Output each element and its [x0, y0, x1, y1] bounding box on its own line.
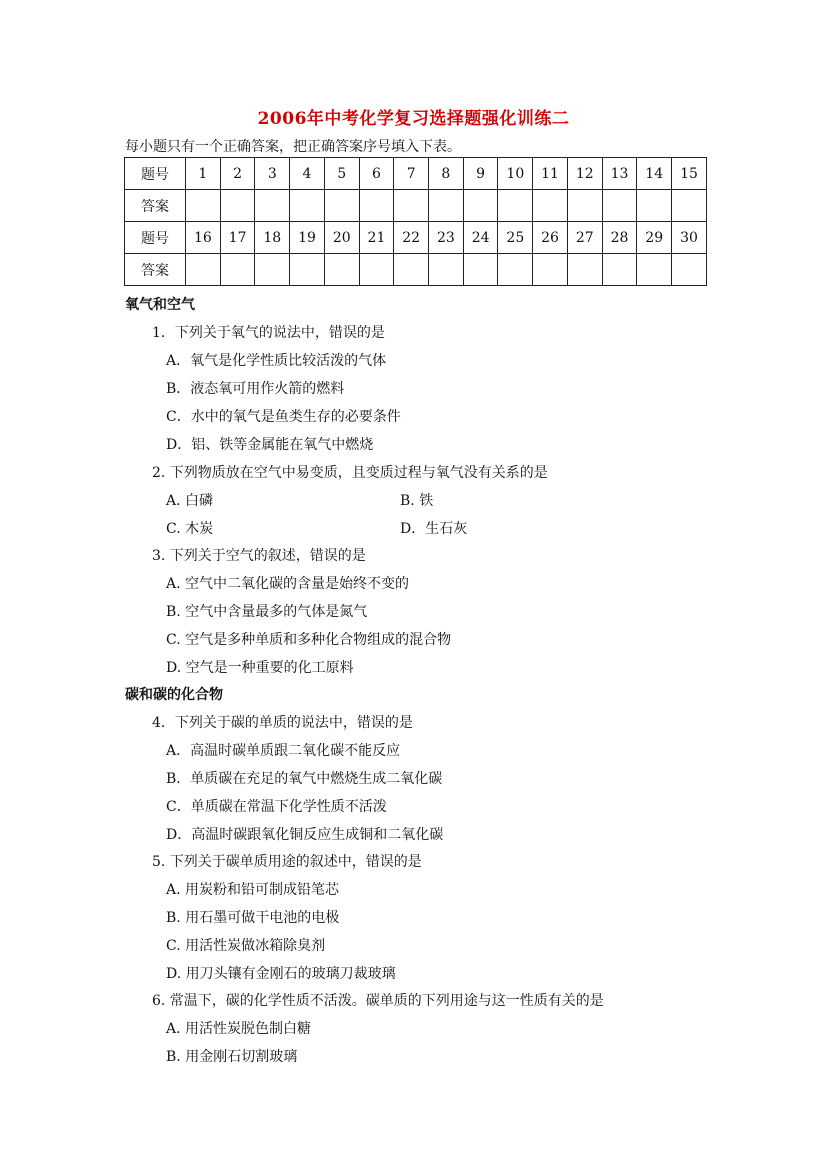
option: C. 用活性炭做冰箱除臭剂 [166, 938, 326, 954]
question-number: 19 [290, 222, 325, 254]
question-number: 30 [672, 222, 707, 254]
option: B．液态氧可用作火箭的燃料 [166, 381, 345, 397]
option: D. 用刀头镶有金刚石的玻璃刀裁玻璃 [166, 966, 396, 982]
question-stem: 4．下列关于碳的单质的说法中，错误的是 [152, 715, 413, 731]
question-number: 9 [463, 158, 498, 190]
number-row-2 [125, 222, 707, 254]
option: C. 空气是多种单质和多种化合物组成的混合物 [166, 632, 452, 648]
answer-cell[interactable] [637, 190, 672, 222]
question-number: 8 [429, 158, 464, 190]
answer-cell[interactable] [220, 254, 255, 286]
option: C．单质碳在常温下化学性质不活泼 [166, 799, 387, 815]
answer-cell[interactable] [255, 190, 290, 222]
option: B. 空气中含量最多的气体是氮气 [166, 604, 368, 620]
answer-cell[interactable] [533, 254, 568, 286]
option: B. 用石墨可做干电池的电极 [166, 910, 340, 926]
answer-cell[interactable] [186, 254, 221, 286]
answer-cell[interactable] [186, 190, 221, 222]
question-number: 13 [602, 158, 637, 190]
question-number: 27 [567, 222, 602, 254]
answer-table [124, 157, 707, 286]
row-label: 答案 [125, 254, 186, 286]
question-stem: 3. 下列关于空气的叙述，错误的是 [152, 548, 366, 564]
question-number: 7 [394, 158, 429, 190]
option: B. 铁 [400, 493, 434, 509]
answer-cell[interactable] [220, 190, 255, 222]
section-heading: 碳和碳的化合物 [125, 687, 223, 703]
option: D．生石灰 [400, 521, 468, 537]
answer-cell[interactable] [498, 254, 533, 286]
question-number: 11 [533, 158, 568, 190]
question-number: 29 [637, 222, 672, 254]
question-number: 6 [359, 158, 394, 190]
question-number: 18 [255, 222, 290, 254]
answer-cell[interactable] [602, 254, 637, 286]
answer-cell[interactable] [463, 254, 498, 286]
question-number: 14 [637, 158, 672, 190]
section-heading: 氧气和空气 [125, 297, 195, 313]
row-label: 题号 [125, 158, 186, 190]
option: C. 木炭 [166, 521, 214, 537]
question-number: 10 [498, 158, 533, 190]
answer-row-1 [125, 190, 707, 222]
answer-cell[interactable] [463, 190, 498, 222]
answer-cell[interactable] [672, 254, 707, 286]
document-title: 2006年中考化学复习选择题强化训练二 [257, 109, 570, 129]
option: A. 白磷 [166, 493, 214, 509]
option: D．高温时碳跟氧化铜反应生成铜和二氧化碳 [166, 827, 444, 843]
answer-cell[interactable] [602, 190, 637, 222]
question-number: 20 [324, 222, 359, 254]
answer-cell[interactable] [637, 254, 672, 286]
question-number: 28 [602, 222, 637, 254]
answer-cell[interactable] [429, 190, 464, 222]
option: A．氧气是化学性质比较活泼的气体 [166, 353, 387, 369]
question-stem: 5. 下列关于碳单质用途的叙述中，错误的是 [152, 854, 422, 870]
question-number: 12 [567, 158, 602, 190]
question-number: 17 [220, 222, 255, 254]
answer-cell[interactable] [255, 254, 290, 286]
answer-cell[interactable] [290, 254, 325, 286]
number-row-1 [125, 158, 707, 190]
option: B. 用金刚石切割玻璃 [166, 1049, 298, 1065]
option: A. 空气中二氧化碳的含量是始终不变的 [166, 576, 410, 592]
question-number: 21 [359, 222, 394, 254]
question-number: 23 [429, 222, 464, 254]
question-number: 26 [533, 222, 568, 254]
option: C．水中的氧气是鱼类生存的必要条件 [166, 409, 401, 425]
option: D. 空气是一种重要的化工原料 [166, 660, 354, 676]
answer-cell[interactable] [324, 254, 359, 286]
answer-cell[interactable] [567, 190, 602, 222]
answer-cell[interactable] [672, 190, 707, 222]
answer-cell[interactable] [394, 254, 429, 286]
instruction-text: 每小题只有一个正确答案，把正确答案序号填入下表。 [125, 139, 461, 155]
answer-cell[interactable] [567, 254, 602, 286]
question-number: 16 [186, 222, 221, 254]
option: A. 用炭粉和铅可制成铅笔芯 [166, 882, 340, 898]
answer-cell[interactable] [359, 190, 394, 222]
question-number: 4 [290, 158, 325, 190]
answer-cell[interactable] [429, 254, 464, 286]
option: A. 用活性炭脱色制白糖 [166, 1021, 312, 1037]
option: A．高温时碳单质跟二氧化碳不能反应 [166, 743, 401, 759]
answer-cell[interactable] [290, 190, 325, 222]
question-stem: 2. 下列物质放在空气中易变质，且变质过程与氧气没有关系的是 [152, 465, 548, 481]
answer-cell[interactable] [359, 254, 394, 286]
question-number: 5 [324, 158, 359, 190]
question-stem: 6. 常温下，碳的化学性质不活泼。碳单质的下列用途与这一性质有关的是 [152, 993, 604, 1009]
question-number: 15 [672, 158, 707, 190]
option: B．单质碳在充足的氧气中燃烧生成二氧化碳 [166, 771, 443, 787]
question-number: 24 [463, 222, 498, 254]
question-number: 1 [186, 158, 221, 190]
answer-cell[interactable] [324, 190, 359, 222]
option: D．铝、铁等金属能在氧气中燃烧 [166, 437, 374, 453]
question-number: 3 [255, 158, 290, 190]
answer-cell[interactable] [498, 190, 533, 222]
answer-row-2 [125, 254, 707, 286]
question-number: 22 [394, 222, 429, 254]
question-number: 25 [498, 222, 533, 254]
answer-cell[interactable] [394, 190, 429, 222]
question-number: 2 [220, 158, 255, 190]
row-label: 答案 [125, 190, 186, 222]
answer-cell[interactable] [533, 190, 568, 222]
question-stem: 1．下列关于氧气的说法中，错误的是 [152, 325, 385, 341]
row-label: 题号 [125, 222, 186, 254]
